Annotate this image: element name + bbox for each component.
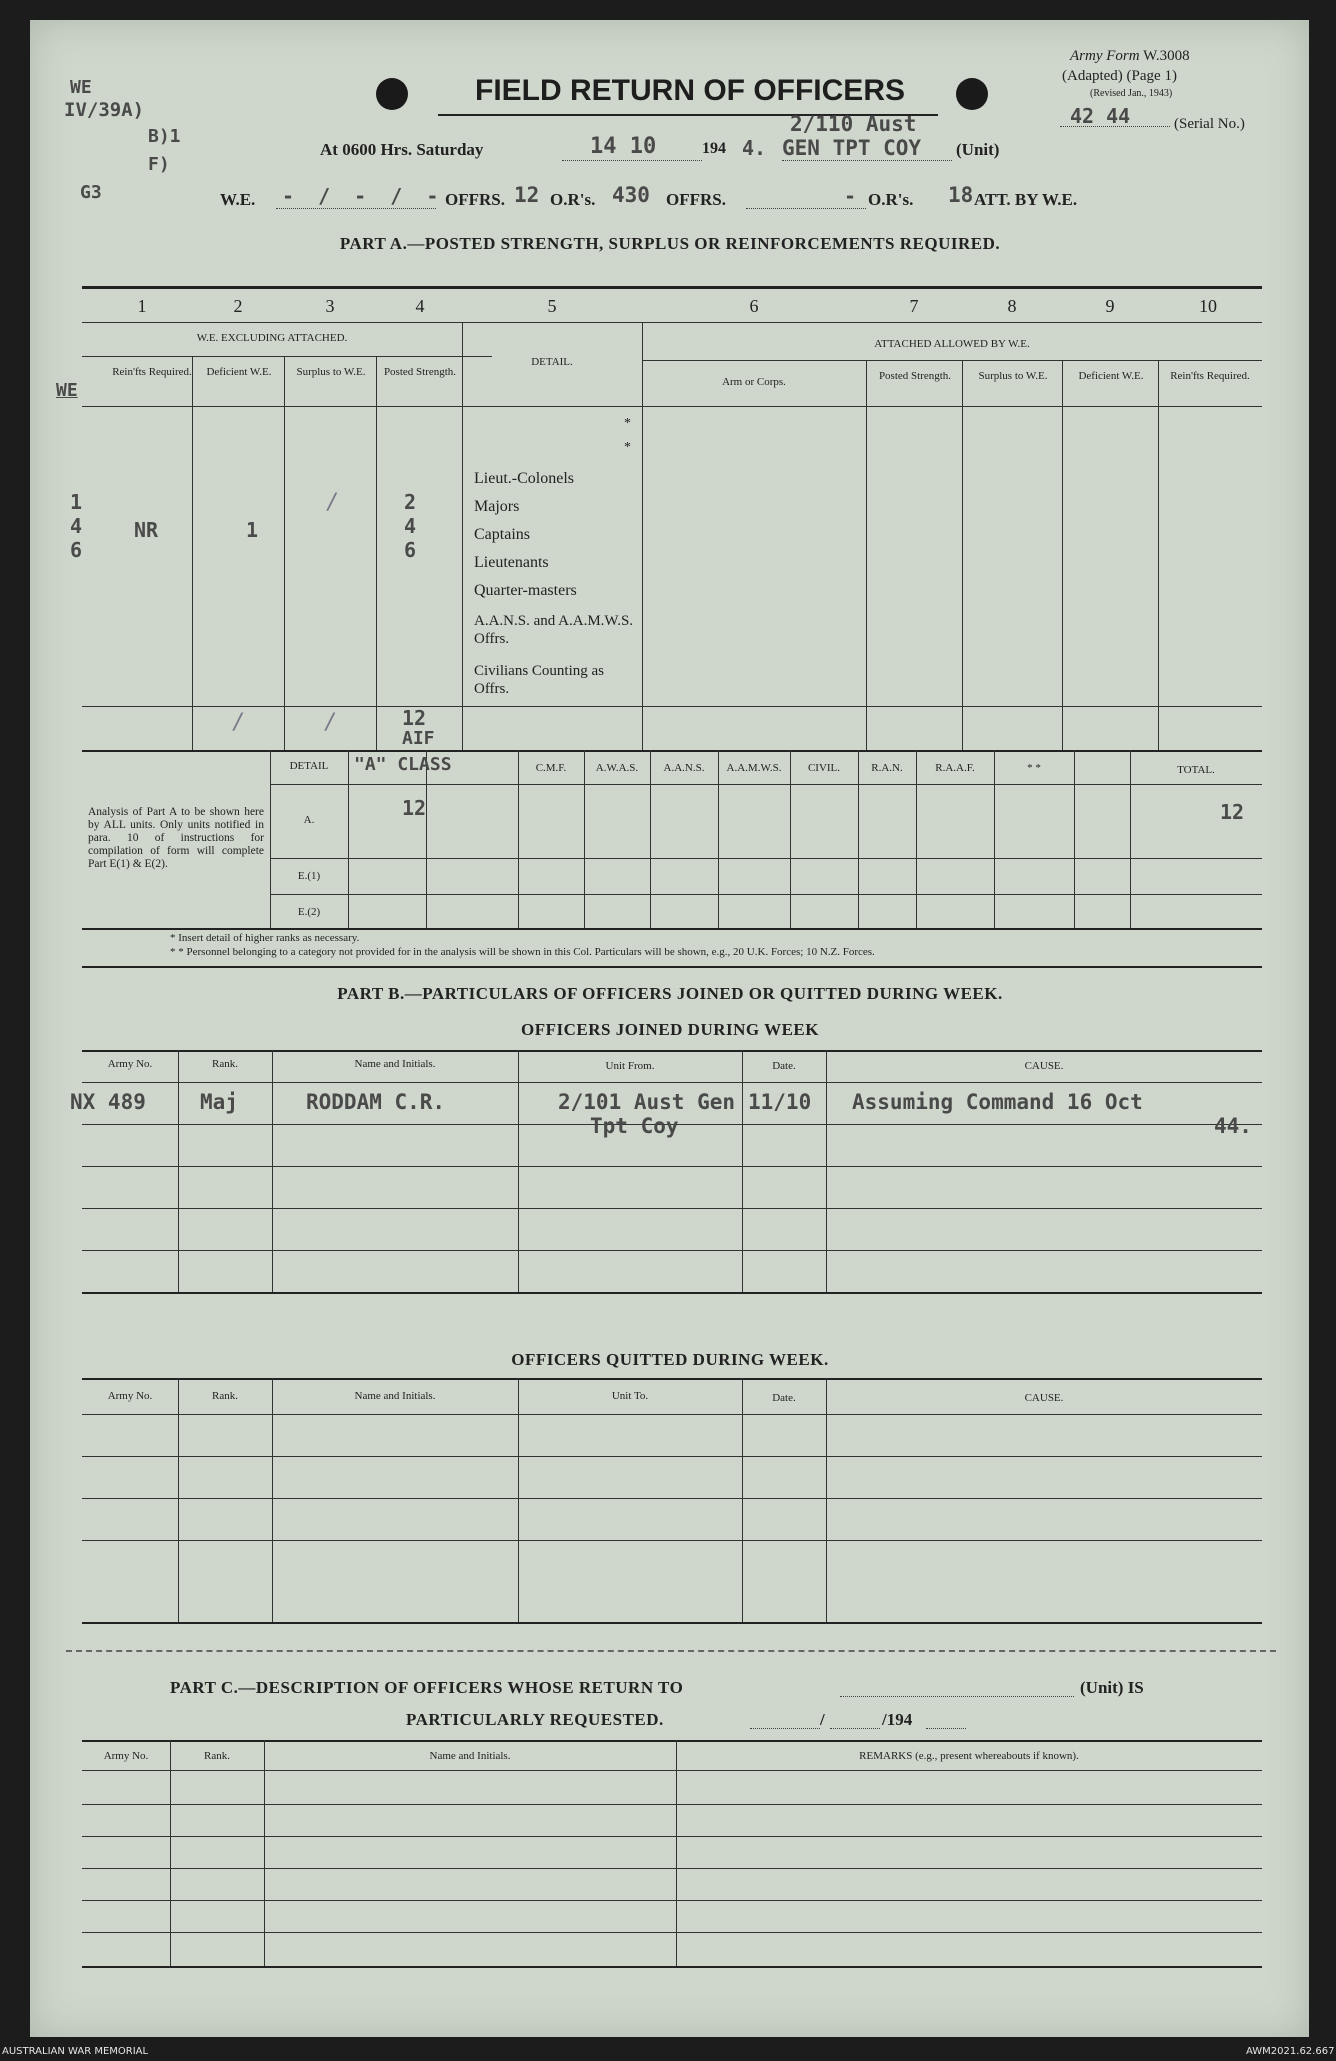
analysis-header: DETAIL <box>289 760 329 772</box>
analysis-header: TOTAL. <box>1177 764 1215 776</box>
att-label: ATT. BY W.E. <box>974 190 1078 209</box>
surplus-header: Surplus to W.E. <box>296 366 366 378</box>
margin-value: 6 <box>70 538 83 562</box>
year-suffix: 4. <box>742 136 767 160</box>
joined-cause: Assuming Command 16 Oct <box>852 1090 1143 1114</box>
col-number: 10 <box>1199 296 1217 316</box>
asterisk: * <box>624 440 631 455</box>
analysis-row-label: E.(2) <box>297 906 321 918</box>
analysis-a-value: 12 <box>402 796 427 820</box>
footer-left: AUSTRALIAN WAR MEMORIAL <box>2 2046 149 2057</box>
col-number: 8 <box>1007 296 1017 316</box>
margin-note: F) <box>148 154 170 175</box>
analysis-header: A.W.A.S. <box>595 762 639 774</box>
offrs-label: OFFRS. <box>445 190 505 209</box>
deficient-value: 1 <box>246 518 259 542</box>
margin-note: WE <box>70 77 92 98</box>
part-c-date: / <box>820 1710 825 1729</box>
col-number: 5 <box>547 296 557 316</box>
margin-note: G3 <box>80 182 102 203</box>
footnote: * * Personnel belonging to a category not provided for in the analysis will be shown in this Col. Particulars will be shown, e.g., 20 U.K. Forces; 10 N.Z. Forces. <box>170 946 875 958</box>
asterisk: * <box>624 416 631 431</box>
part-c-unit: (Unit) IS <box>1080 1678 1144 1697</box>
joined-col-header: Army No. <box>107 1058 153 1070</box>
quitted-col-header: Army No. <box>107 1390 153 1402</box>
part-c-col-header: Army No. <box>103 1750 149 1762</box>
rank-label: Lieut.-Colonels <box>474 470 574 487</box>
we-excluding-header: W.E. EXCLUDING ATTACHED. <box>196 332 348 344</box>
total-surplus-mark: / <box>324 710 338 735</box>
unit-line-1: 2/110 Aust <box>790 112 917 136</box>
analysis-header: "A" CLASS <box>354 754 452 775</box>
offrs-value: 12 <box>514 183 540 207</box>
serial-value: 42 44 <box>1070 104 1131 128</box>
rank-label: Majors <box>474 498 520 515</box>
surplus2-header: Surplus to W.E. <box>978 370 1048 382</box>
part-c-col-header: Name and Initials. <box>429 1750 511 1762</box>
analysis-header: A.A.M.W.S. <box>726 762 782 774</box>
col-number: 4 <box>415 296 425 316</box>
joined-unit-from: Tpt Coy <box>590 1114 679 1138</box>
analysis-total-value: 12 <box>1220 800 1245 824</box>
attached-header: ATTACHED ALLOWED BY W.E. <box>874 338 1030 350</box>
page-title: FIELD RETURN OF OFFICERS <box>475 74 905 107</box>
quitted-col-header: CAUSE. <box>1024 1392 1064 1404</box>
analysis-header: R.A.A.F. <box>935 762 975 774</box>
detail-header: DETAIL. <box>531 356 573 368</box>
reinf2-header: Rein'fts Required. <box>1170 370 1250 382</box>
posted-header: Posted Strength. <box>383 366 457 378</box>
margin-value: 4 <box>70 514 83 538</box>
joined-col-header: Unit From. <box>605 1060 655 1072</box>
joined-army-no: NX 489 <box>70 1090 146 1114</box>
analysis-header: * * <box>1027 762 1041 774</box>
joined-cause: 44. <box>1214 1114 1252 1138</box>
total-posted: 12 <box>402 706 427 730</box>
reinf-header: Rein'fts Required. <box>112 366 192 378</box>
offrs2-label: OFFRS. <box>666 190 726 209</box>
ors-value: 430 <box>612 183 650 207</box>
part-c-heading-2: PARTICULARLY REQUESTED. <box>406 1710 664 1729</box>
ors2-value: 18 <box>948 183 974 207</box>
analysis-note: Analysis of Part A to be shown here by ALL units. Only units notified in para. 10 of instructions for compilation of form will complete Part E(1) & E(2). <box>88 806 264 870</box>
deficient2-header: Deficient W.E. <box>1078 370 1144 382</box>
tear-line <box>66 1650 1276 1652</box>
analysis-header: CIVIL. <box>807 762 841 774</box>
ors2-label: O.R's. <box>868 190 914 209</box>
joined-title: OFFICERS JOINED DURING WEEK <box>521 1020 819 1039</box>
we-value: - / - / - <box>282 184 445 208</box>
part-c-heading: PART C.—DESCRIPTION OF OFFICERS WHOSE RETURN TO <box>170 1678 684 1697</box>
rank-label: A.A.N.S. and A.A.M.W.S. Offrs. <box>474 613 634 647</box>
year-prefix: 194 <box>702 140 726 157</box>
part-a-heading: PART A.—POSTED STRENGTH, SURPLUS OR REINFORCEMENTS REQUIRED. <box>339 234 1001 253</box>
part-c-year: /194 <box>882 1710 913 1729</box>
punch-hole <box>956 78 988 110</box>
joined-col-header: Date. <box>772 1060 796 1072</box>
ors-label: O.R's. <box>550 190 596 209</box>
posted2-header: Posted Strength. <box>878 370 952 382</box>
posted-value: 6 <box>404 538 417 562</box>
joined-col-header: Rank. <box>212 1058 238 1070</box>
posted-value: 4 <box>404 514 417 538</box>
part-c-col-header: Rank. <box>204 1750 230 1762</box>
analysis-header: A.A.N.S. <box>663 762 705 774</box>
footer-right: AWM2021.62.667 <box>1246 2046 1335 2057</box>
margin-note: IV/39A) <box>64 99 145 121</box>
quitted-col-header: Unit To. <box>611 1390 649 1402</box>
margin-we: WE <box>56 380 78 401</box>
margin-value: 1 <box>70 490 83 514</box>
total-deficient-mark: / <box>232 710 246 735</box>
adapted-label: (Adapted) (Page 1) <box>1062 68 1177 84</box>
form-sheet <box>30 20 1309 2037</box>
rank-label: Lieutenants <box>474 554 549 571</box>
total-posted-note: AIF <box>402 728 435 749</box>
analysis-header: R.A.N. <box>871 762 903 774</box>
joined-col-header: Name and Initials. <box>354 1058 436 1070</box>
we-label: W.E. <box>220 190 256 209</box>
col-number: 3 <box>325 296 335 316</box>
surplus-mark: / <box>326 490 340 515</box>
rank-label: Captains <box>474 526 530 543</box>
col-number: 9 <box>1105 296 1115 316</box>
date-value: 14 10 <box>590 134 657 159</box>
arm-header: Arm or Corps. <box>722 376 786 388</box>
offrs2-value: - <box>844 184 857 208</box>
punch-hole <box>376 78 408 110</box>
rank-label: Civilians Counting as Offrs. <box>474 663 605 697</box>
joined-date: 11/10 <box>748 1090 812 1114</box>
at-label: At 0600 Hrs. Saturday <box>320 140 484 159</box>
col-number: 7 <box>909 296 919 316</box>
part-b-heading: PART B.—PARTICULARS OF OFFICERS JOINED OR QUITTED DURING WEEK. <box>337 984 1003 1003</box>
col-number: 1 <box>137 296 147 316</box>
analysis-row-label: A. <box>303 814 315 826</box>
unit-line-2: GEN TPT COY <box>782 136 922 160</box>
rank-label: Quarter-masters <box>474 582 577 599</box>
deficient-header: Deficient W.E. <box>206 366 272 378</box>
analysis-header: C.M.F. <box>535 762 567 774</box>
unit-label: (Unit) <box>956 140 1000 159</box>
footnote: * Insert detail of higher ranks as necessary. <box>170 932 360 944</box>
reinf-value: NR <box>134 518 159 542</box>
margin-note: B)1 <box>148 126 181 147</box>
revised-label: (Revised Jan., 1943) <box>1090 88 1173 99</box>
analysis-row-label: E.(1) <box>297 870 321 882</box>
joined-rank: Maj <box>200 1090 238 1114</box>
col-number: 2 <box>233 296 243 316</box>
quitted-col-header: Name and Initials. <box>354 1390 436 1402</box>
quitted-col-header: Date. <box>772 1392 796 1404</box>
joined-col-header: CAUSE. <box>1024 1060 1064 1072</box>
quitted-title: OFFICERS QUITTED DURING WEEK. <box>511 1350 829 1369</box>
joined-unit-from: 2/101 Aust Gen <box>558 1090 736 1114</box>
part-c-col-header: REMARKS (e.g., present whereabouts if known). <box>859 1750 1079 1762</box>
posted-value: 2 <box>404 490 417 514</box>
col-number: 6 <box>749 296 759 316</box>
joined-name: RODDAM C.R. <box>306 1090 446 1114</box>
army-form-ref: Army Form W.3008 <box>1070 48 1190 64</box>
quitted-col-header: Rank. <box>212 1390 238 1402</box>
serial-label: (Serial No.) <box>1174 116 1245 132</box>
